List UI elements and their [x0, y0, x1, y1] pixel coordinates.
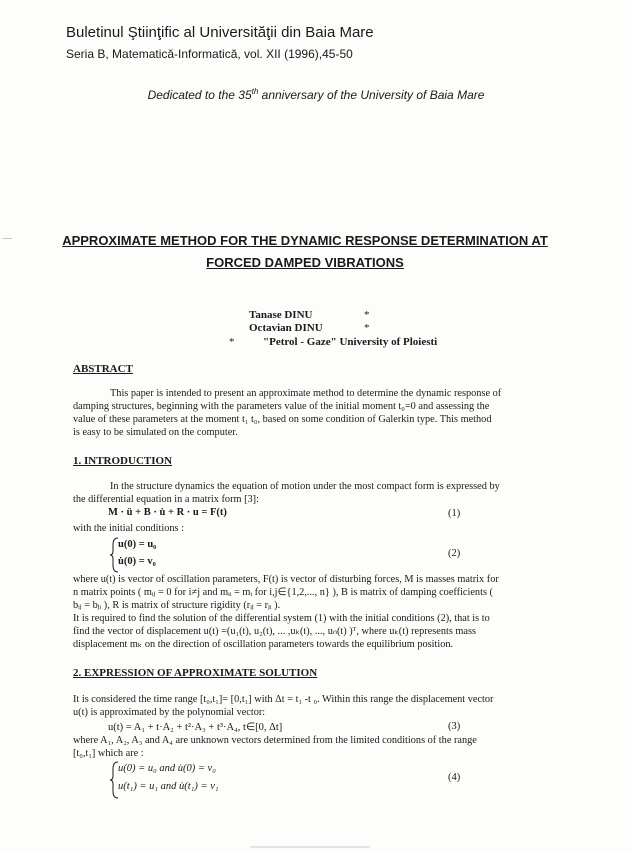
affiliation-star: *	[229, 336, 235, 348]
equation-1-number: (1)	[448, 508, 461, 519]
initial-conditions-text: with the initial conditions :	[73, 523, 184, 534]
abstract-line: damping structures, beginning with the parameters value of the initial moment t₀=0 and assessing the	[73, 401, 490, 412]
section-2-line: where A₁, A₂, A₃ and A₄ are unknown vectors determined from the limited conditions of the range	[73, 735, 477, 746]
equation-2-line-2: u̇(0) = v₀	[118, 556, 156, 567]
equation-4-line-1: u(0) = u₀ and u̇(0) = v₀	[118, 763, 216, 774]
body-line: where u(t) is vector of oscillation parameters, F(t) is vector of disturbing forces, M is masses matrix for	[73, 574, 499, 585]
author-2: Octavian DINU	[249, 322, 323, 334]
equation-2-number: (2)	[448, 548, 461, 559]
body-line: n matrix points ( mᵢⱼ = 0 for i≠j and mᵢᵢ = mᵢ for i,j∈{1,2,..., n} ), B is matrix of damping coefficients (	[73, 587, 493, 598]
section-2-line: It is considered the time range [t₀,t₁]= [0,t₁] with Δt = t₁ -t ₀. Within this range the displacement vector	[73, 694, 494, 705]
journal-series: Seria B, Matematică-Informatică, vol. XII (1996),45-50	[66, 47, 353, 61]
author-1: Tanase DINU	[249, 309, 313, 321]
intro-line: the differential equation in a matrix form [3]:	[73, 494, 259, 505]
affiliation: "Petrol - Gaze" University of Ploiesti	[263, 336, 438, 348]
body-line: bᵢⱼ = bⱼᵢ ), R is matrix of structure rigidity (rᵢⱼ = rⱼᵢ ).	[73, 600, 281, 611]
equation-2-line-1: u(0) = u₀	[118, 539, 157, 550]
intro-line: In the structure dynamics the equation of motion under the most compact form is expressed by	[110, 481, 500, 492]
dedication	[0, 87, 632, 102]
abstract-line: value of these parameters at the moment t₁ t₀, based on some condition of Galerkin type. This method	[73, 414, 492, 425]
section-2-heading: 2. EXPRESSION OF APPROXIMATE SOLUTION	[73, 667, 318, 679]
abstract-heading: ABSTRACT	[73, 363, 133, 375]
body-line: find the vector of displacement u(t) =(u₁(t), u₂(t), ... ,uₖ(t), ..., uₙ(t) )ᵀ, where uₖ(t) represents mass	[73, 626, 477, 637]
paper-title-line2: FORCED DAMPED VIBRATIONS	[206, 255, 404, 270]
paper-title-line1: APPROXIMATE METHOD FOR THE DYNAMIC RESPONSE DETERMINATION AT	[62, 233, 548, 248]
author-2-star: *	[364, 322, 370, 334]
dedication-after: anniversary of the University of Baia Mare	[258, 88, 485, 102]
section-1-heading: 1. INTRODUCTION	[73, 455, 173, 467]
equation-4-number: (4)	[448, 772, 461, 783]
equation-1: M · ü + B · u̇ + R · u = F(t)	[108, 507, 227, 518]
body-line: displacement mₖ on the direction of oscillation parameters towards the equilibrium position.	[73, 639, 454, 650]
equation-4-line-2: u(t₁) = u₁ and u̇(t₁) = v₁	[118, 781, 219, 792]
author-1-star: *	[364, 309, 370, 321]
equation-3-number: (3)	[448, 721, 461, 732]
abstract-line: This paper is intended to present an approximate method to determine the dynamic response of	[110, 388, 502, 399]
section-2-line: u(t) is approximated by the polynomial vector:	[73, 707, 266, 718]
body-line: It is required to find the solution of the differential system (1) with the initial conditions (2), that is to	[73, 613, 490, 624]
dedication-before: Dedicated to the 35	[147, 88, 252, 102]
abstract-line: is easy to be simulated on the computer.	[73, 427, 238, 438]
equation-3: u(t) = A₁ + t·A₂ + t²·A₃ + t³·A₄, t∈[0, Δt]	[108, 722, 283, 733]
scan-mark	[2, 238, 12, 239]
section-2-line: [t₀,t₁] which are :	[73, 748, 144, 759]
scan-mark	[250, 846, 370, 848]
journal-title: Buletinul Ştiinţific al Universităţii din Baia Mare	[66, 24, 374, 41]
dedication-sup: th	[251, 87, 259, 96]
